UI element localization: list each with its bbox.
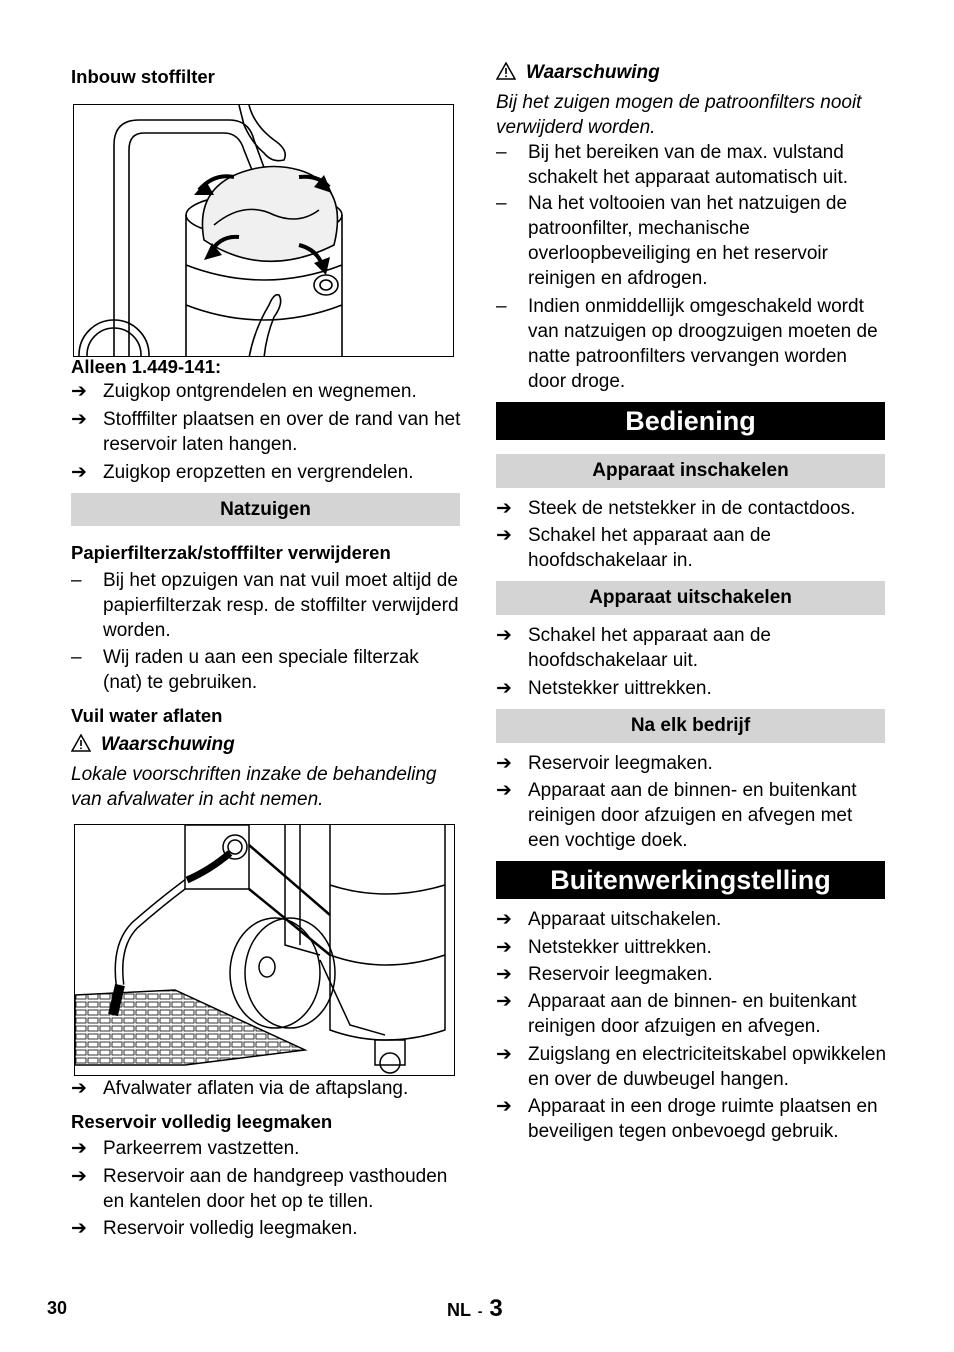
arrow-right-icon: ➔ <box>496 1044 512 1065</box>
heading-reservoir-leegmaken: Reservoir volledig leegmaken <box>71 1111 333 1132</box>
arrow-right-icon: ➔ <box>496 1096 512 1117</box>
warning-heading <box>496 60 660 85</box>
alleen-heading: Alleen 1.449-141: <box>71 356 222 377</box>
warning-text: Lokale voorschriften inzake de behandeling van afvalwater in acht nemen. <box>71 764 437 810</box>
dash-symbol: – <box>496 193 507 214</box>
arrow-right-icon: ➔ <box>71 1078 87 1099</box>
list-item-text: Bij het bereiken van de max. vulstand schakelt het apparaat automatisch uit. <box>528 142 849 188</box>
list-item-text: Reservoir leegmaken. <box>528 964 713 985</box>
arrow-right-icon: ➔ <box>71 409 87 430</box>
arrow-right-icon: ➔ <box>71 1218 87 1239</box>
figure-drain-water <box>74 824 455 1076</box>
page-number: 30 <box>47 1298 68 1318</box>
section-bar-bediening: Bediening <box>496 402 885 440</box>
warning-triangle-icon <box>496 62 516 80</box>
list-item-text: Reservoir leegmaken. <box>528 753 713 774</box>
list-item-text: Apparaat uitschakelen. <box>528 909 722 930</box>
list-item-text: Zuigslang en electriciteitskabel opwikkelen en over de duwbeugel hangen. <box>528 1044 887 1090</box>
filter-installation-illustration <box>74 105 454 357</box>
list-item-text: Schakel het apparaat aan de hoofdschakelaar uit. <box>528 625 771 671</box>
list-item-text: Apparaat aan de binnen- en buitenkant reinigen door afzuigen en afvegen. <box>528 991 857 1037</box>
footer-separator: - <box>477 1303 483 1319</box>
arrow-right-icon: ➔ <box>496 525 512 546</box>
arrow-right-icon: ➔ <box>496 780 512 801</box>
section-bar-na-elk-bedrijf: Na elk bedrijf <box>496 709 885 743</box>
list-item-text: Apparaat aan de binnen- en buitenkant reinigen door afzuigen en afvegen met een vochtige doek. <box>528 780 857 851</box>
arrow-right-icon: ➔ <box>71 462 87 483</box>
arrow-right-icon: ➔ <box>496 964 512 985</box>
section-bar-natzuigen: Natzuigen <box>71 493 460 526</box>
list-item-text: Schakel het apparaat aan de hoofdschakelaar in. <box>528 525 771 571</box>
dash-symbol: – <box>496 142 507 163</box>
arrow-right-icon: ➔ <box>496 678 512 699</box>
dash-symbol: – <box>71 647 82 668</box>
warning-label: Waarschuwing <box>526 62 660 83</box>
heading-vuil-water: Vuil water aflaten <box>71 705 223 726</box>
warning-heading <box>71 732 235 757</box>
heading-papierfilter: Papierfilterzak/stofffilter verwijderen <box>71 542 391 563</box>
arrow-right-icon: ➔ <box>71 381 87 402</box>
warning-label: Waarschuwing <box>101 734 235 755</box>
arrow-right-icon: ➔ <box>496 991 512 1012</box>
list-item-text: Wij raden u aan een speciale filterzak (nat) te gebruiken. <box>103 647 419 693</box>
list-item-text: Indien onmiddellijk omgeschakeld wordt van natzuigen op droogzuigen moeten de natte patroonfilters vervangen worden door droge. <box>528 296 878 392</box>
section-bar-apparaat-uitschakelen: Apparaat uitschakelen <box>496 581 885 615</box>
footer-lang: NL <box>447 1300 471 1320</box>
drain-water-illustration <box>75 825 455 1076</box>
arrow-right-icon: ➔ <box>496 753 512 774</box>
warning-triangle-icon <box>71 734 91 752</box>
section-bar-buitenwerkingstelling: Buitenwerkingstelling <box>496 861 885 899</box>
arrow-right-icon: ➔ <box>496 625 512 646</box>
footer-section-number: 3 <box>489 1295 503 1322</box>
arrow-right-icon: ➔ <box>496 498 512 519</box>
dash-symbol: – <box>71 570 82 591</box>
list-item-text: Na het voltooien van het natzuigen de patroonfilter, mechanische overloopbeveiliging en het reservoir reinigen en afdrogen. <box>528 193 848 289</box>
figure-filter-installation <box>73 104 454 357</box>
list-item-text: Parkeerrem vastzetten. <box>103 1138 300 1159</box>
warning-text: Bij het zuigen mogen de patroonfilters nooit verwijderd worden. <box>496 92 862 138</box>
list-item-text: Stofffilter plaatsen en over de rand van het reservoir laten hangen. <box>103 409 461 455</box>
list-item-text: Netstekker uittrekken. <box>528 937 712 958</box>
list-item-text: Netstekker uittrekken. <box>528 678 712 699</box>
footer-section-label <box>447 1295 503 1323</box>
list-item-text: Reservoir volledig leegmaken. <box>103 1218 358 1239</box>
list-item-text: Steek de netstekker in de contactdoos. <box>528 498 856 519</box>
dash-symbol: – <box>496 296 507 317</box>
list-item-text: Reservoir aan de handgreep vasthouden en kantelen door het op te tillen. <box>103 1166 448 1212</box>
list-item-text: Zuigkop ontgrendelen en wegnemen. <box>103 381 417 402</box>
arrow-right-icon: ➔ <box>71 1166 87 1187</box>
list-item-text: Zuigkop eropzetten en vergrendelen. <box>103 462 414 483</box>
section-bar-apparaat-inschakelen: Apparaat inschakelen <box>496 454 885 488</box>
list-item-text: Bij het opzuigen van nat vuil moet altijd de papierfilterzak resp. de stoffilter verwijderd worden. <box>103 570 459 641</box>
list-item-text: Apparaat in een droge ruimte plaatsen en beveiligen tegen onbevoegd gebruik. <box>528 1096 878 1142</box>
arrow-right-icon: ➔ <box>496 937 512 958</box>
heading-inbouw-stoffilter: Inbouw stoffilter <box>71 66 215 87</box>
arrow-right-icon: ➔ <box>496 909 512 930</box>
arrow-right-icon: ➔ <box>71 1138 87 1159</box>
list-item-text: Afvalwater aflaten via de aftapslang. <box>103 1078 409 1099</box>
